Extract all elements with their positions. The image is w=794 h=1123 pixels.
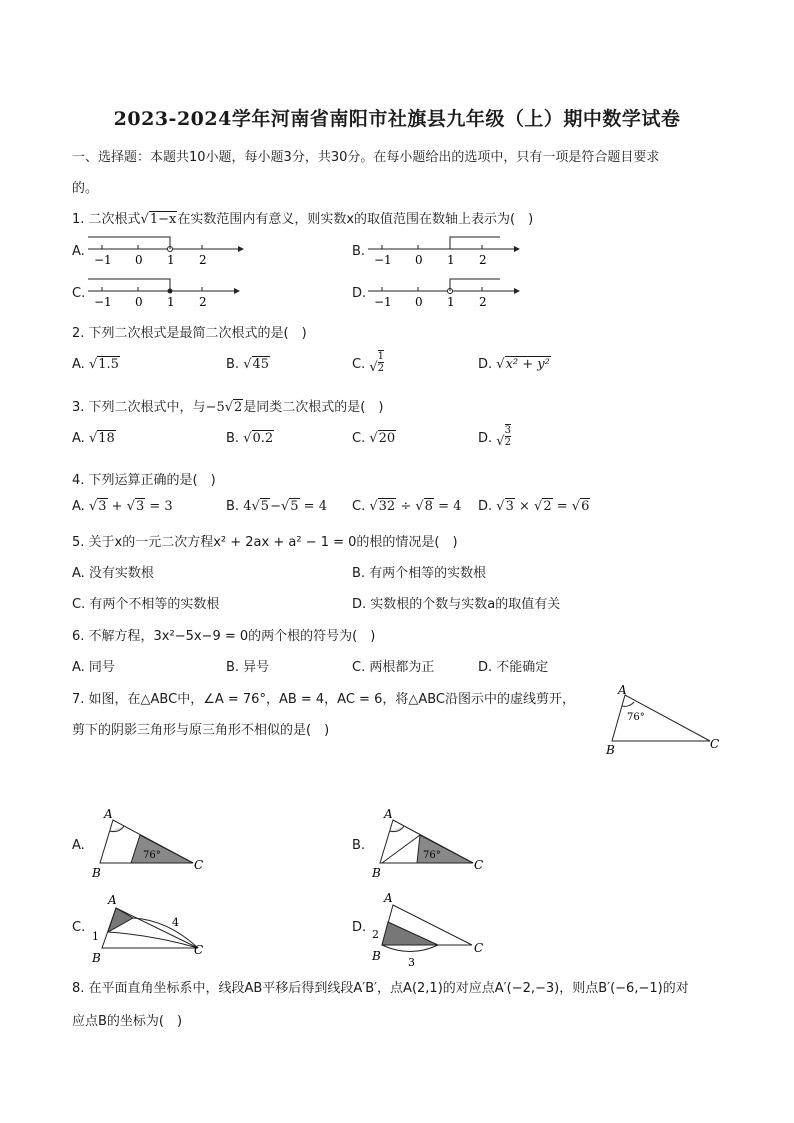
question-8-stem: 8. 在平面直角坐标系中，线段AB平移后得到线段A′B′，点A(2,1)的对应点A′(−2,−3)，则点B′(−6,−1)的对 <box>72 981 689 996</box>
q3-option-a[interactable]: A. √18 <box>72 431 115 446</box>
svg-text:A: A <box>618 683 627 697</box>
question-1-stem: 1. 二次根式√1−x在实数范围内有意义，则实数x的取值范围在数轴上表示为( ) <box>72 212 534 227</box>
svg-text:C: C <box>474 941 484 955</box>
q6-option-c[interactable]: C. 两根都为正 <box>352 660 435 675</box>
svg-text:1: 1 <box>167 295 175 309</box>
svg-text:2: 2 <box>372 928 379 941</box>
q5-option-d[interactable]: D. 实数根的个数与实数a的取值有关 <box>352 597 561 612</box>
q7-figure-b <box>368 805 493 880</box>
tick-1: 1 <box>167 253 175 267</box>
question-8-stem-cont: 应点B的坐标为( ) <box>72 1014 183 1029</box>
svg-text:−1: −1 <box>94 295 112 309</box>
q7-main-triangle <box>600 680 730 760</box>
svg-text:A: A <box>104 807 113 821</box>
svg-text:2: 2 <box>199 295 207 309</box>
question-6-stem: 6. 不解方程，3x²−5x−9 = 0的两个根的符号为( ) <box>72 629 376 644</box>
q5-option-a[interactable]: A. 没有实数根 <box>72 566 154 581</box>
svg-text:C: C <box>474 858 484 872</box>
q1-number-line-c <box>88 274 248 310</box>
svg-text:B: B <box>92 951 101 965</box>
svg-text:B: B <box>92 866 101 880</box>
svg-text:0: 0 <box>135 295 143 309</box>
svg-text:1: 1 <box>92 930 99 943</box>
q7-option-a-label[interactable]: A. <box>72 838 85 853</box>
svg-text:2: 2 <box>479 253 487 267</box>
q4-option-d[interactable]: D. √3 × √2 = √6 <box>478 499 590 514</box>
q6-option-b[interactable]: B. 异号 <box>226 660 270 675</box>
svg-text:A: A <box>384 891 393 905</box>
q5-option-c[interactable]: C. 有两个不相等的实数根 <box>72 597 220 612</box>
q1-option-c-label[interactable]: C. <box>72 286 86 301</box>
svg-text:A: A <box>108 893 117 907</box>
q5-option-b[interactable]: B. 有两个相等的实数根 <box>352 566 487 581</box>
q7-figure-d <box>368 890 493 970</box>
svg-text:76°: 76° <box>423 850 441 861</box>
q1-option-d-label[interactable]: D. <box>352 286 367 301</box>
question-7-stem: 7. 如图，在△ABC中，∠A = 76°，AB = 4，AC = 6，将△ABC沿图示中的虚线剪开， <box>72 692 576 707</box>
section-heading-cont: 的。 <box>72 181 99 196</box>
svg-text:C: C <box>194 858 204 872</box>
svg-text:B: B <box>606 743 615 757</box>
svg-text:A: A <box>384 807 393 821</box>
svg-text:4: 4 <box>172 916 179 929</box>
svg-text:−1: −1 <box>374 295 392 309</box>
svg-text:3: 3 <box>408 956 415 969</box>
question-5-stem: 5. 关于x的一元二次方程x² + 2ax + a² − 1 = 0的根的情况是( ) <box>72 535 458 550</box>
tick-neg1: −1 <box>94 253 112 267</box>
tick-2: 2 <box>199 253 207 267</box>
q7-option-c-label[interactable]: C. <box>72 920 86 935</box>
tick-0: 0 <box>135 253 143 267</box>
q2-option-a[interactable]: A. √1.5 <box>72 357 119 372</box>
q2-option-d[interactable]: D. √x² + y² <box>478 357 550 372</box>
q1-number-line-b <box>368 232 528 268</box>
q4-option-c[interactable]: C. √32 ÷ √8 = 4 <box>352 499 462 514</box>
q7-figure-c <box>88 890 213 965</box>
svg-text:C: C <box>710 737 720 751</box>
q1-number-line-d <box>368 274 528 310</box>
q3-option-c[interactable]: C. √20 <box>352 431 396 446</box>
q3-option-d[interactable]: D. √ $\frac{3}{2}$ <box>478 425 511 449</box>
q7-option-d-label[interactable]: D. <box>352 920 367 935</box>
svg-text:1: 1 <box>447 253 455 267</box>
q6-option-a[interactable]: A. 同号 <box>72 660 115 675</box>
svg-text:1: 1 <box>447 295 455 309</box>
svg-text:−1: −1 <box>374 253 392 267</box>
q2-option-b[interactable]: B. √45 <box>226 357 270 372</box>
svg-text:2: 2 <box>479 295 487 309</box>
q7-option-b-label[interactable]: B. <box>352 838 366 853</box>
q3-option-b[interactable]: B. √0.2 <box>226 431 274 446</box>
q1-number-line-a <box>88 232 248 268</box>
q6-option-d[interactable]: D. 不能确定 <box>478 660 549 675</box>
svg-text:B: B <box>372 949 381 963</box>
svg-text:76°: 76° <box>627 712 645 723</box>
svg-text:C: C <box>194 943 204 957</box>
q7-figure-a <box>88 805 213 880</box>
q4-option-a[interactable]: A. √3 + √3 = 3 <box>72 499 173 514</box>
q2-option-c[interactable]: C. √ $\frac{1}{2}$ <box>352 351 385 375</box>
question-3-stem: 3. 下列二次根式中，与−5√2是同类二次根式的是( ) <box>72 400 384 415</box>
question-7-stem-cont: 剪下的阴影三角形与原三角形不相似的是( ) <box>72 723 330 738</box>
q4-option-b[interactable]: B. 4√5−√5 = 4 <box>226 499 327 514</box>
svg-text:0: 0 <box>415 253 423 267</box>
question-2-stem: 2. 下列二次根式是最简二次根式的是( ) <box>72 326 307 341</box>
svg-text:76°: 76° <box>143 850 161 861</box>
section-heading: 一、选择题：本题共10小题，每小题3分，共30分。在每小题给出的选项中，只有一项是符合题目要求 <box>72 150 660 165</box>
q1-option-b-label[interactable]: B. <box>352 244 366 259</box>
page-title: 2023-2024学年河南省南阳市社旗县九年级（上）期中数学试卷 <box>113 108 681 130</box>
svg-text:B: B <box>372 866 381 880</box>
question-4-stem: 4. 下列运算正确的是( ) <box>72 473 216 488</box>
q1-option-a-label[interactable]: A. <box>72 244 85 259</box>
svg-text:0: 0 <box>415 295 423 309</box>
